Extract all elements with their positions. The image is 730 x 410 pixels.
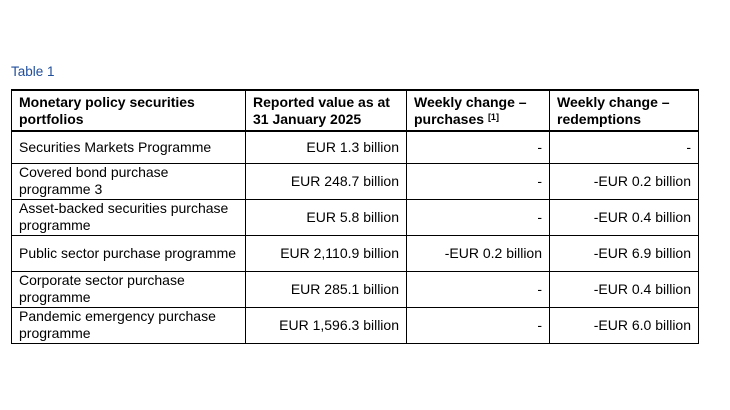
purchases-cell: -: [407, 131, 550, 163]
redemptions-cell: -EUR 0.4 billion: [550, 271, 699, 307]
portfolio-cell: Covered bond purchase programme 3: [12, 163, 246, 199]
reported-value-cell: EUR 2,110.9 billion: [246, 235, 407, 271]
table-caption: Table 1: [11, 64, 55, 79]
table-row: [12, 199, 699, 235]
portfolio-cell: Corporate sector purchase programme: [12, 271, 246, 307]
portfolio-cell: Pandemic emergency purchase programme: [12, 307, 246, 343]
redemptions-cell: -: [550, 131, 699, 163]
table-row: [12, 131, 699, 163]
purchases-cell: -: [407, 199, 550, 235]
header-portfolio: Monetary policy securities portfolios: [12, 90, 246, 131]
table-row: [12, 271, 699, 307]
table-row: [12, 307, 699, 343]
purchases-cell: -: [407, 163, 550, 199]
reported-value-cell: EUR 1,596.3 billion: [246, 307, 407, 343]
securities-portfolios-table: [11, 89, 699, 344]
header-weekly-purchases: [407, 90, 550, 131]
redemptions-cell: -EUR 0.4 billion: [550, 199, 699, 235]
reported-value-cell: EUR 1.3 billion: [246, 131, 407, 163]
header-weekly-purchases-label: Weekly change – purchases: [414, 93, 527, 127]
reported-value-cell: EUR 5.8 billion: [246, 199, 407, 235]
redemptions-cell: -EUR 6.0 billion: [550, 307, 699, 343]
portfolio-cell: Public sector purchase programme: [12, 235, 246, 271]
header-row: [12, 90, 699, 131]
portfolio-cell: Asset-backed securities purchase programme: [12, 199, 246, 235]
reported-value-cell: EUR 285.1 billion: [246, 271, 407, 307]
table-row: [12, 235, 699, 271]
redemptions-cell: -EUR 0.2 billion: [550, 163, 699, 199]
portfolio-cell: Securities Markets Programme: [12, 131, 246, 163]
table-row: [12, 163, 699, 199]
header-weekly-redemptions: Weekly change – redemptions: [550, 90, 699, 131]
redemptions-cell: -EUR 6.9 billion: [550, 235, 699, 271]
purchases-cell: -: [407, 307, 550, 343]
purchases-cell: -: [407, 271, 550, 307]
header-reported-value: Reported value as at 31 January 2025: [246, 90, 407, 131]
purchases-cell: -EUR 0.2 billion: [407, 235, 550, 271]
footnote-marker: [1]: [487, 111, 499, 122]
reported-value-cell: EUR 248.7 billion: [246, 163, 407, 199]
